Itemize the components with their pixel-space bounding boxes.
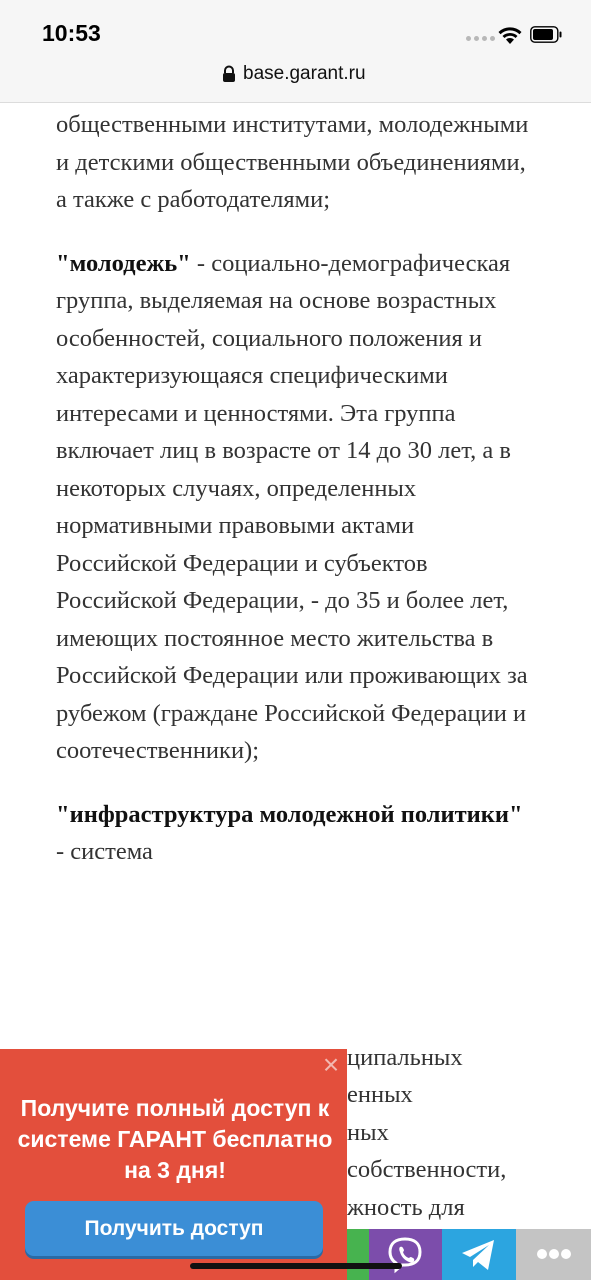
article-paragraph-infrastructure: [56, 796, 536, 871]
partial-text-line: ципальных: [347, 1044, 463, 1071]
promo-text: Получите полный доступ к системе ГАРАНТ бесплатно на 3 дня!: [17, 1095, 333, 1183]
more-icon: [516, 1229, 591, 1280]
term-infrastructure: "инфраструктура молодежной политики": [56, 800, 523, 828]
home-indicator[interactable]: [190, 1263, 402, 1269]
cellular-signal-icon: [466, 36, 495, 41]
viber-icon: [369, 1229, 442, 1280]
status-time: 10:53: [42, 20, 101, 46]
partial-text-line: ных: [347, 1119, 389, 1146]
battery-icon: [530, 26, 562, 43]
partial-text-line: енных: [347, 1081, 413, 1108]
wifi-icon: [497, 26, 523, 45]
status-bar: [0, 0, 591, 60]
definition-infrastructure: - система: [56, 838, 153, 865]
whatsapp-share-button[interactable]: [347, 1229, 369, 1280]
close-icon[interactable]: ×: [322, 1049, 340, 1080]
url-text: base.garant.ru: [243, 63, 366, 84]
article-paragraph: общественными институтами, молодежными и детскими общественными объединениями, а также с работодателями;: [56, 111, 529, 213]
lock-icon: [222, 65, 236, 83]
telegram-share-button[interactable]: [442, 1229, 516, 1280]
viber-share-button[interactable]: [369, 1229, 442, 1280]
address-bar[interactable]: [0, 60, 591, 103]
url-display[interactable]: [222, 63, 366, 85]
term-youth: "молодежь": [56, 249, 191, 277]
partial-text-line: жность для: [347, 1194, 465, 1221]
article-paragraph-youth: [56, 245, 536, 770]
partial-text-line: собственности,: [347, 1156, 507, 1183]
article-body: [56, 106, 536, 897]
more-share-button[interactable]: [516, 1229, 591, 1280]
telegram-icon: [442, 1229, 516, 1280]
get-access-button[interactable]: Получить доступ: [25, 1201, 323, 1256]
definition-youth: - социально-демографическая группа, выделяемая на основе возрастных особенностей, социального положения и характеризующаяся специфическими интересами и ценностями. Эта группа включает лиц в возрасте от 14 до 30 лет, а в некоторых случаях, определенных нормативными правовыми актами Российской Федерации и субъектов Российской Федерации, - до 35 и более лет, имеющих постоянное место жительства в Российской Федерации или проживающих за рубежом (граждане Российской Федерации и соотечественники);: [56, 249, 528, 764]
